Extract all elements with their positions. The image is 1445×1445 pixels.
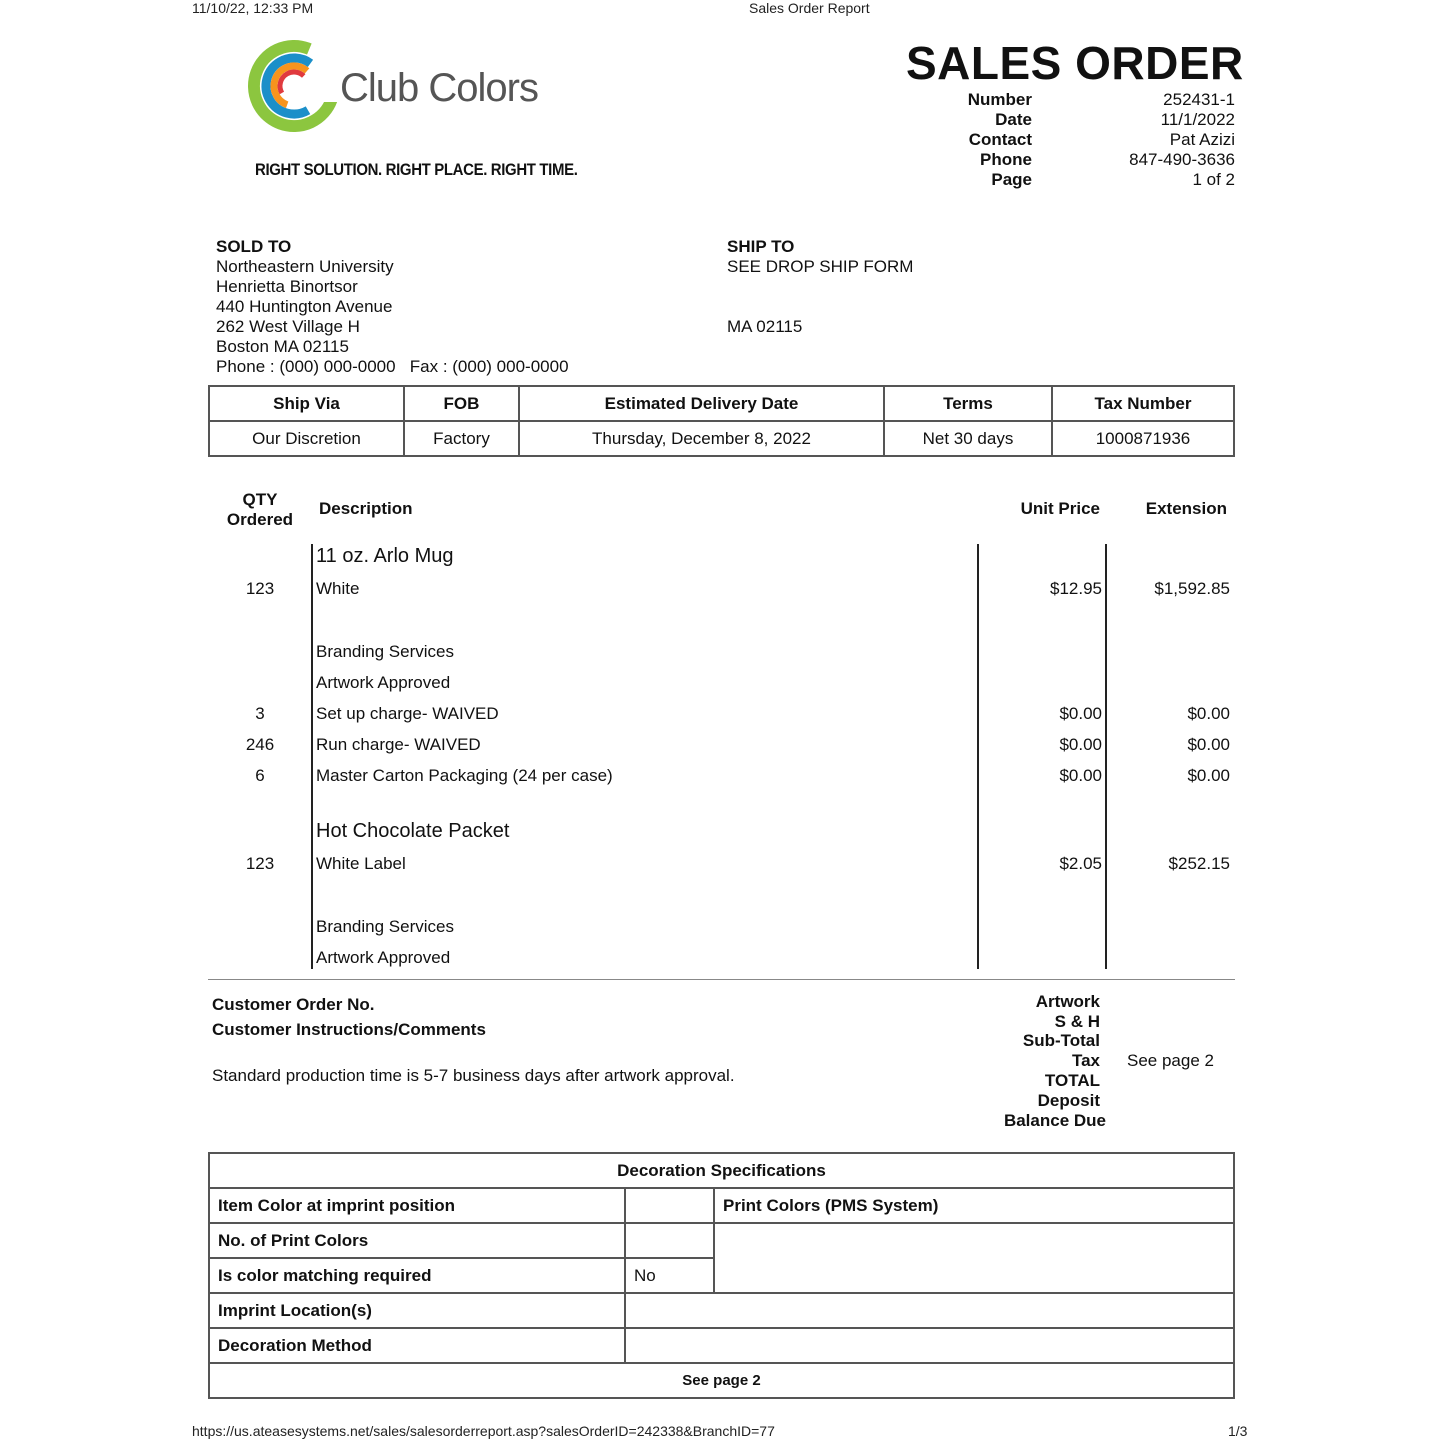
item-unit-price: $0.00 bbox=[1059, 735, 1102, 754]
order-contact-label: Contact bbox=[968, 130, 1032, 149]
item-qty: 246 bbox=[245, 735, 275, 754]
terms-value: Net 30 days bbox=[884, 421, 1052, 456]
imprint-location-label: Imprint Location(s) bbox=[209, 1293, 625, 1328]
deposit-label: Deposit bbox=[1037, 1091, 1100, 1110]
item-extension: $0.00 bbox=[1187, 704, 1230, 723]
decoration-method-value bbox=[625, 1328, 1234, 1363]
fob-header: FOB bbox=[404, 386, 519, 421]
order-page-value: 1 of 2 bbox=[1192, 170, 1235, 189]
fob-value: Factory bbox=[404, 421, 519, 456]
tax-label: Tax bbox=[1071, 1051, 1100, 1070]
order-phone-value: 847-490-3636 bbox=[1129, 150, 1235, 169]
order-number-label: Number bbox=[967, 90, 1032, 109]
delivery-date-value: Thursday, December 8, 2022 bbox=[519, 421, 884, 456]
ship-to-line: SEE DROP SHIP FORM bbox=[727, 257, 914, 276]
customer-instructions-label: Customer Instructions/Comments bbox=[212, 1020, 486, 1039]
ship-via-value: Our Discretion bbox=[209, 421, 404, 456]
totals-note: See page 2 bbox=[1127, 1051, 1214, 1070]
item-extension: $252.15 bbox=[1168, 854, 1230, 873]
description-column-line bbox=[311, 544, 313, 969]
item-qty: 3 bbox=[255, 704, 265, 723]
item-description: White bbox=[316, 579, 360, 598]
order-date-value: 11/1/2022 bbox=[1160, 110, 1235, 129]
sold-to-line: 440 Huntington Avenue bbox=[216, 297, 393, 316]
item-title: 11 oz. Arlo Mug bbox=[316, 545, 454, 567]
shipping-info-table bbox=[208, 385, 1235, 457]
decoration-specifications-table bbox=[208, 1152, 1235, 1399]
item-color-value bbox=[625, 1188, 714, 1223]
print-page-title: Sales Order Report bbox=[749, 0, 870, 16]
ship-to-block bbox=[727, 237, 913, 337]
imprint-location-value bbox=[625, 1293, 1234, 1328]
sh-total-label: S & H bbox=[1054, 1012, 1100, 1031]
item-description: Branding Services bbox=[316, 642, 454, 661]
order-number-value: 252431-1 bbox=[1163, 90, 1235, 109]
item-description: Run charge- WAIVED bbox=[316, 735, 481, 754]
decoration-footer-note: See page 2 bbox=[209, 1363, 1234, 1398]
tax-number-value: 1000871936 bbox=[1052, 421, 1234, 456]
item-qty: 123 bbox=[245, 579, 275, 598]
order-contact-value: Pat Azizi bbox=[1169, 130, 1235, 149]
company-tagline: RIGHT SOLUTION. RIGHT PLACE. RIGHT TIME. bbox=[255, 160, 578, 179]
ship-via-header: Ship Via bbox=[209, 386, 404, 421]
item-description: Set up charge- WAIVED bbox=[316, 704, 499, 723]
print-page-count: 1/3 bbox=[1228, 1423, 1248, 1439]
item-title: Hot Chocolate Packet bbox=[316, 820, 510, 842]
qty-header-line: Ordered bbox=[226, 510, 294, 529]
qty-header-line: QTY bbox=[242, 490, 278, 509]
item-unit-price: $12.95 bbox=[1050, 579, 1102, 598]
item-unit-price: $0.00 bbox=[1059, 766, 1102, 785]
sold-to-line: Boston MA 02115 bbox=[216, 337, 349, 356]
sold-to-block bbox=[216, 237, 569, 377]
description-header: Description bbox=[319, 499, 413, 518]
item-description: Artwork Approved bbox=[316, 673, 451, 692]
total-label: TOTAL bbox=[1044, 1071, 1100, 1090]
order-phone-label: Phone bbox=[980, 150, 1032, 169]
print-colors-value bbox=[714, 1223, 1234, 1293]
item-description: Branding Services bbox=[316, 917, 454, 936]
unit-price-column-line bbox=[977, 544, 979, 969]
print-url: https://us.ateasesystems.net/sales/salesorderreport.asp?salesOrderID=242338&BranchID=77 bbox=[192, 1423, 775, 1439]
item-description: Artwork Approved bbox=[316, 948, 451, 967]
extension-column-line bbox=[1105, 544, 1107, 969]
ship-to-heading: SHIP TO bbox=[727, 237, 795, 256]
item-qty: 123 bbox=[245, 854, 275, 873]
customer-order-no-label: Customer Order No. bbox=[212, 995, 375, 1014]
sold-to-fax: Fax : (000) 000-0000 bbox=[409, 357, 569, 376]
qty-header bbox=[220, 490, 300, 530]
print-colors-label: Print Colors (PMS System) bbox=[714, 1188, 1234, 1223]
item-extension: $0.00 bbox=[1187, 766, 1230, 785]
terms-header: Terms bbox=[884, 386, 1052, 421]
document-title: SALES ORDER bbox=[906, 37, 1244, 89]
item-color-label: Item Color at imprint position bbox=[209, 1188, 625, 1223]
sold-to-line: Henrietta Binortsor bbox=[216, 277, 358, 296]
num-print-colors-label: No. of Print Colors bbox=[209, 1223, 625, 1258]
sold-to-contact bbox=[216, 357, 569, 377]
unit-price-header: Unit Price bbox=[1020, 499, 1100, 518]
item-unit-price: $2.05 bbox=[1059, 854, 1102, 873]
order-date-label: Date bbox=[995, 110, 1032, 129]
item-qty: 6 bbox=[255, 766, 265, 785]
artwork-total-label: Artwork bbox=[1035, 992, 1100, 1011]
item-description: Master Carton Packaging (24 per case) bbox=[316, 766, 613, 785]
decoration-title: Decoration Specifications bbox=[209, 1153, 1234, 1188]
sold-to-heading: SOLD TO bbox=[216, 237, 292, 256]
subtotal-label: Sub-Total bbox=[1022, 1031, 1100, 1050]
sold-to-line: 262 West Village H bbox=[216, 317, 360, 336]
extension-header: Extension bbox=[1145, 499, 1227, 518]
customer-instructions-text: Standard production time is 5-7 business days after artwork approval. bbox=[212, 1066, 735, 1085]
item-extension: $0.00 bbox=[1187, 735, 1230, 754]
item-extension: $1,592.85 bbox=[1154, 579, 1230, 598]
balance-due-label: Balance Due bbox=[1003, 1111, 1106, 1130]
num-print-colors-value bbox=[625, 1223, 714, 1258]
tax-number-header: Tax Number bbox=[1052, 386, 1234, 421]
club-colors-logo-icon bbox=[248, 40, 340, 132]
sold-to-line: Northeastern University bbox=[216, 257, 394, 276]
sold-to-phone: Phone : (000) 000-0000 bbox=[216, 357, 396, 376]
order-page-label: Page bbox=[991, 170, 1032, 189]
color-matching-value: No bbox=[625, 1258, 714, 1293]
print-datetime: 11/10/22, 12:33 PM bbox=[192, 0, 314, 16]
items-bottom-divider bbox=[208, 979, 1235, 980]
delivery-date-header: Estimated Delivery Date bbox=[519, 386, 884, 421]
company-name: Club Colors bbox=[340, 66, 538, 110]
color-matching-label: Is color matching required bbox=[209, 1258, 625, 1293]
decoration-method-label: Decoration Method bbox=[209, 1328, 625, 1363]
item-description: White Label bbox=[316, 854, 406, 873]
item-unit-price: $0.00 bbox=[1059, 704, 1102, 723]
ship-to-line: MA 02115 bbox=[727, 317, 803, 336]
